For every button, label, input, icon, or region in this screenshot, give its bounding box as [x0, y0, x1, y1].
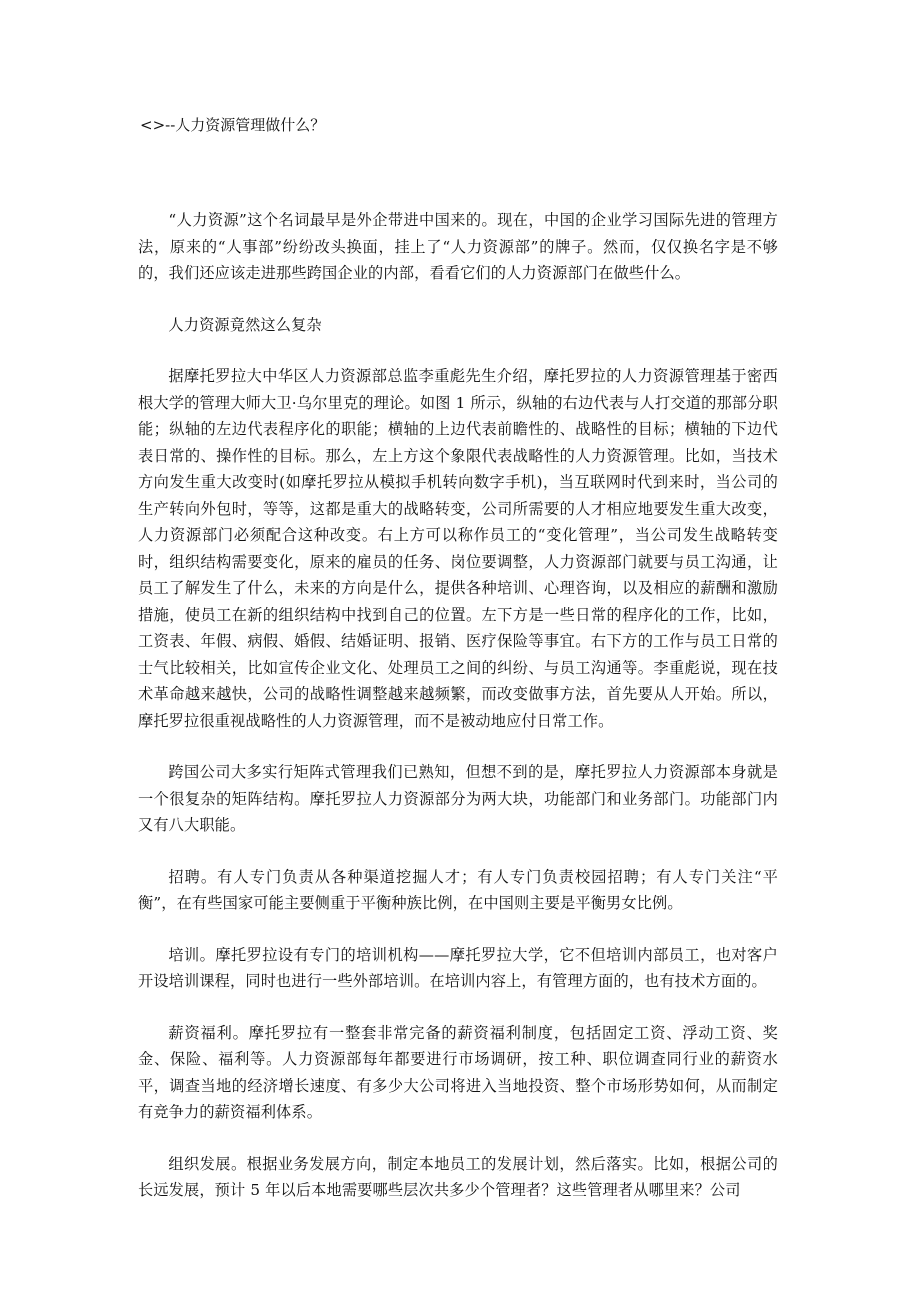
document-body [138, 207, 778, 1229]
paragraph-theory: 据摩托罗拉大中华区人力资源部总监李重彪先生介绍，摩托罗拉的人力资源管理基于密西根大学的管理大师大卫·乌尔里克的理论。如图 1 所示，纵轴的右边代表与人打交道的那部分职能；纵轴的左边代表程序化的职能；横轴的上边代表前瞻性的、战略性的目标；横轴的下边代表日常的、操作性的目标。那么，左上方这个象限代表战略性的人力资源管理。比如，当技术方向发生重大改变时(如摩托罗拉从模拟手机转向数字手机)，当互联网时代到来时，当公司的生产转向外包时，等等，这都是重大的战略转变，公司所需要的人才相应地要发生重大改变，人力资源部门必须配合这种改变。右上方可以称作员工的“变化管理”，当公司发生战略转变时，组织结构需要变化，原来的雇员的任务、岗位要调整，人力资源部门就要与员工沟通，让员工了解发生了什么，未来的方向是什么，提供各种培训、心理咨询，以及相应的薪酬和激励措施，使员工在新的组织结构中找到自己的位置。左下方是一些日常的程序化的工作，比如，工资表、年假、病假、婚假、结婚证明、报销、医疗保险等事宜。右下方的工作与员工日常的士气比较相关，比如宣传企业文化、处理员工之间的纠纷、与员工沟通等。李重彪说，现在技术革命越来越快，公司的战略性调整越来越频繁，而改变做事方法，首先要从人开始。所以，摩托罗拉很重视战略性的人力资源管理，而不是被动地应付日常工作。 [138, 367, 778, 730]
paragraph-intro: “人力资源”这个名词最早是外企带进中国来的。现在，中国的企业学习国际先进的管理方法，原来的“人事部”纷纷改头换面，挂上了“人力资源部”的牌子。然而，仅仅换名字是不够的，我们还应该走进那些跨国企业的内部，看看它们的人力资源部门在做些什么。 [138, 211, 778, 282]
section-heading: 人力资源竟然这么复杂 [168, 315, 322, 334]
document-title: <>--人力资源管理做什么？ [140, 116, 326, 134]
paragraph-training: 培训。摩托罗拉设有专门的培训机构——摩托罗拉大学，它不但培训内部员工，也对客户开设培训课程，同时也进行一些外部培训。在培训内容上，有管理方面的，也有技术方面的。 [138, 945, 778, 990]
paragraph-compensation: 薪资福利。摩托罗拉有一整套非常完备的薪资福利制度，包括固定工资、浮动工资、奖金、保险、福利等。人力资源部每年都要进行市场调研，按工种、职位调查同行业的薪资水平，调查当地的经济增长速度、有多少大公司将进入当地投资、整个市场形势如何，从而制定有竞争力的薪资福利体系。 [138, 1023, 778, 1121]
paragraph-recruiting: 招聘。有人专门负责从各种渠道挖掘人才；有人专门负责校园招聘；有人专门关注“平衡”，在有些国家可能主要侧重于平衡种族比例，在中国则主要是平衡男女比例。 [138, 867, 778, 912]
paragraph-org-development: 组织发展。根据业务发展方向，制定本地员工的发展计划，然后落实。比如，根据公司的长远发展，预计 5 年以后本地需要哪些层次共多少个管理者？这些管理者从哪里来？公司 [138, 1154, 778, 1199]
paragraph-matrix-structure: 跨国公司大多实行矩阵式管理我们已熟知，但想不到的是，摩托罗拉人力资源部本身就是一个很复杂的矩阵结构。摩托罗拉人力资源部分为两大块，功能部门和业务部门。功能部门内又有八大职能。 [138, 763, 778, 834]
